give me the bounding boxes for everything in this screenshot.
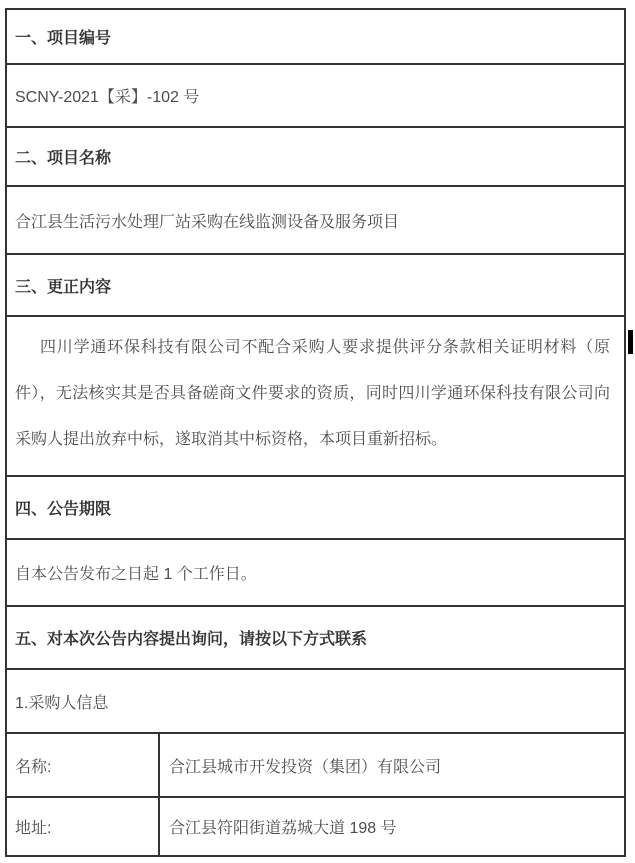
vertical-scrollbar-thumb[interactable] <box>628 330 633 354</box>
purchaser-info-subheading-row <box>7 670 624 734</box>
section-heading-project-number <box>7 10 624 65</box>
section-heading-text: 五、对本次公告内容提出询问，请按以下方式联系 <box>15 631 368 648</box>
purchaser-info-subheading: 1.采购人信息 <box>15 694 109 712</box>
section-heading-contact-info <box>7 607 624 670</box>
section-heading-correction-content <box>7 255 624 317</box>
purchaser-name-label-cell <box>7 734 160 796</box>
project-number-value: SCNY-2021【采】-102 号 <box>15 89 200 106</box>
purchaser-name-value-cell <box>160 754 624 777</box>
section-heading-text: 三、更正内容 <box>15 278 112 296</box>
announcement-table <box>5 8 626 857</box>
purchaser-address-label-cell <box>7 798 160 855</box>
section-heading-text: 四、公告期限 <box>15 501 112 518</box>
announcement-period-value-row <box>7 540 624 607</box>
purchaser-name-value: 合江县城市开发投资（集团）有限公司 <box>169 758 442 776</box>
purchaser-name-label: 名称: <box>15 758 52 776</box>
purchaser-address-label: 地址: <box>15 820 52 837</box>
purchaser-address-row <box>7 798 624 855</box>
project-number-value-row <box>7 65 624 128</box>
purchaser-name-row <box>7 734 624 798</box>
section-heading-announcement-period <box>7 477 624 540</box>
section-heading-project-name <box>7 128 624 187</box>
project-name-value: 合江县生活污水处理厂站采购在线监测设备及服务项目 <box>15 213 400 231</box>
correction-content-paragraph <box>7 317 624 477</box>
section-heading-text: 二、项目名称 <box>15 150 112 167</box>
section-heading-text: 一、项目编号 <box>15 30 112 47</box>
purchaser-address-value-cell <box>160 815 624 838</box>
correction-content-text: 四川学通环保科技有限公司不配合采购人要求提供评分条款相关证明材料（原件），无法核实其是否具备磋商文件要求的资质，同时四川学通环保科技有限公司向采购人提出放弃中标，遂取消其中标资格，本项目重新招标。 <box>15 339 610 448</box>
project-name-value-row <box>7 187 624 255</box>
announcement-period-value: 自本公告发布之日起 1 个工作日。 <box>15 566 257 583</box>
purchaser-address-value: 合江县符阳街道荔城大道 198 号 <box>169 820 397 837</box>
